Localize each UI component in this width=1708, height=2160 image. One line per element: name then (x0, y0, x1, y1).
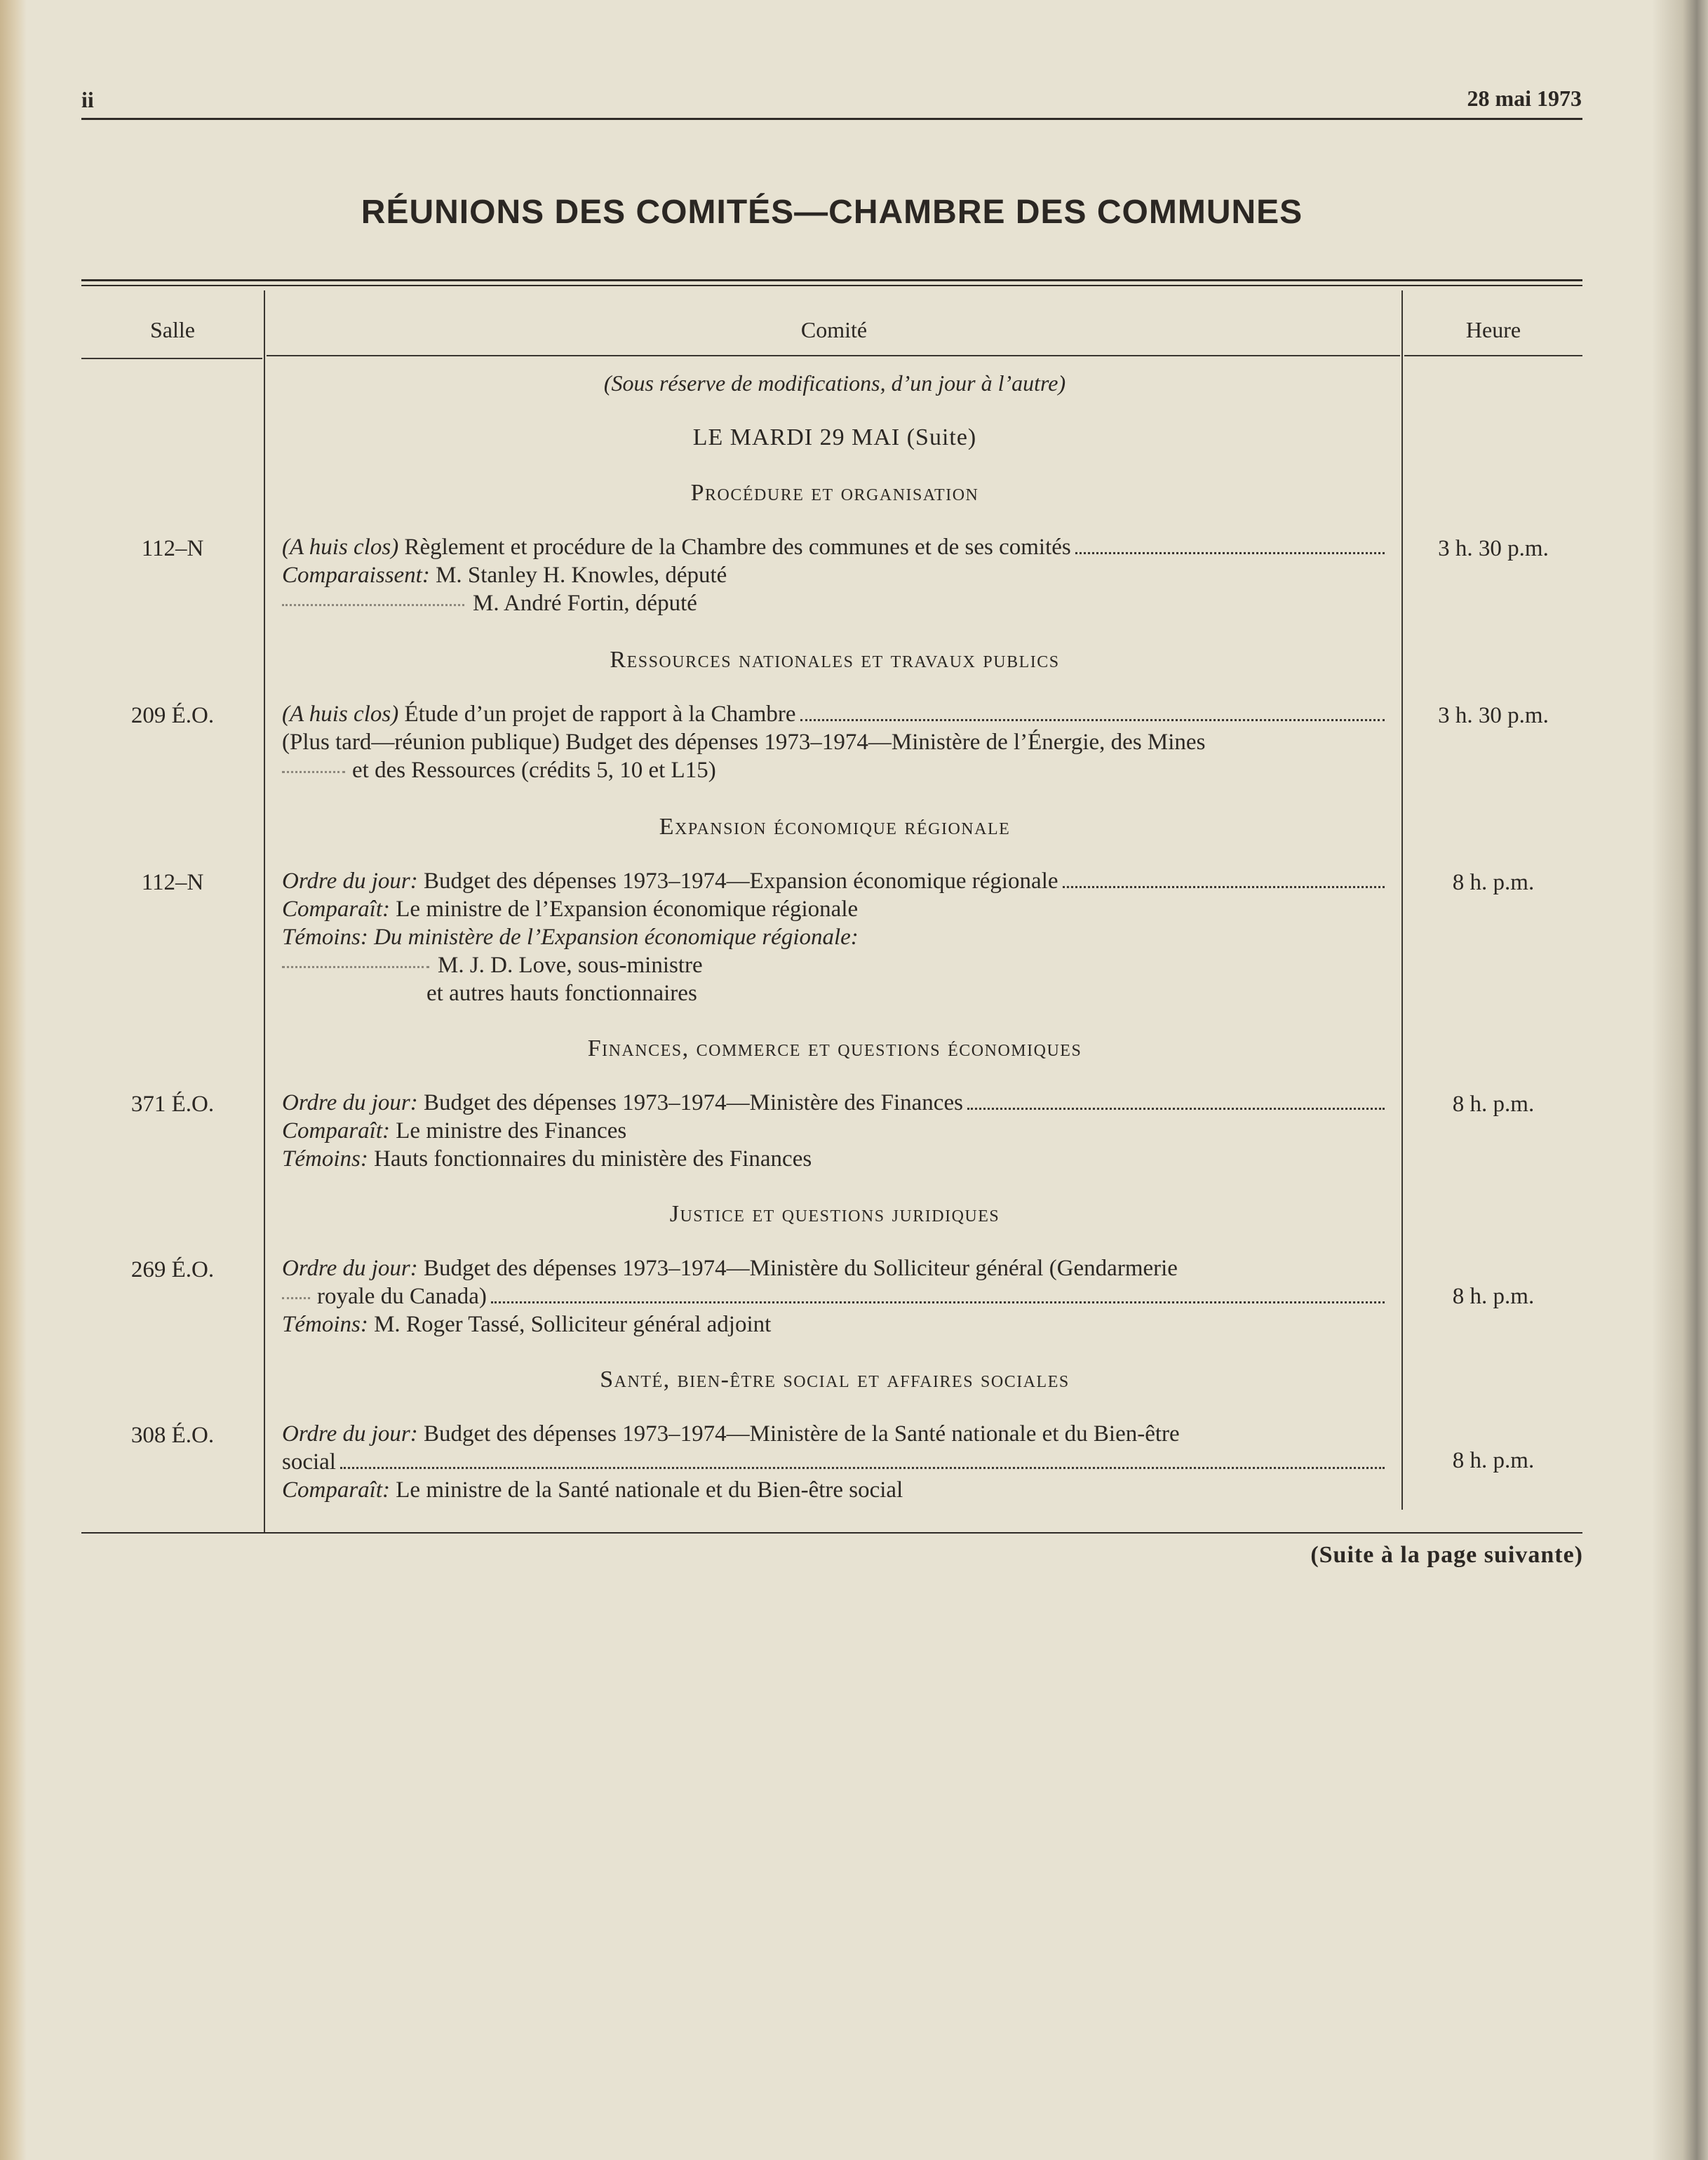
witness-line (282, 953, 1387, 979)
minister-line (282, 1118, 1387, 1144)
dot-leader (282, 604, 464, 606)
room-number: 371 É.O. (130, 1092, 215, 1117)
dot-leader (282, 771, 345, 773)
minister-label: Comparaît: (282, 1477, 391, 1503)
page-number: ii (81, 87, 94, 112)
section-heading: Santé, bien-être social et affaires sociales (600, 1367, 1070, 1393)
meeting-time: 8 h. p.m. (1452, 1448, 1535, 1473)
agenda-text: Budget des dépenses 1973–1974—Expansion économique régionale (417, 868, 1058, 894)
minister-text: Le ministre de l’Expansion économique régionale (390, 897, 859, 922)
witness-text: M. André Fortin, député (473, 591, 697, 616)
agenda-line (282, 1449, 1387, 1475)
room-number: 269 É.O. (130, 1257, 215, 1282)
agenda-line (282, 1284, 1387, 1310)
witness-line (282, 591, 1387, 617)
agenda-text: Budget des dépenses 1973–1974—Ministère de la Santé nationale et du Bien-être (417, 1421, 1180, 1447)
witness-text: M. J. D. Love, sous-ministre (438, 953, 703, 978)
dot-leader (967, 1108, 1385, 1110)
witness-label: Témoins: (282, 1146, 368, 1172)
witness-line (282, 563, 1387, 589)
dot-leader (800, 719, 1385, 721)
dot-leader (340, 1467, 1385, 1469)
witness-line: et autres hauts fonctionnaires (426, 981, 697, 1006)
agenda-qualifier: (A huis clos) (282, 702, 399, 727)
agenda-text: et des Ressources (crédits 5, 10 et L15) (352, 758, 716, 783)
page-date: 28 mai 1973 (1467, 86, 1582, 111)
agenda-label: Ordre du jour: (282, 1090, 418, 1115)
witness-label: Témoins: (282, 925, 368, 950)
meeting-time: 3 h. 30 p.m. (1438, 703, 1549, 728)
header-rule (81, 118, 1582, 120)
minister-text: Le ministre de la Santé nationale et du Bien-être social (390, 1477, 903, 1503)
agenda-text: Budget des dépenses 1973–1974—Ministère des Finances (417, 1090, 963, 1115)
witness-line (282, 1312, 1387, 1338)
header-underline-room (81, 358, 262, 359)
minister-label: Comparaît: (282, 897, 391, 922)
header-underline-time (1404, 355, 1582, 356)
table-top-rule (81, 279, 1582, 281)
minister-text: Le ministre des Finances (390, 1118, 627, 1143)
agenda-line (282, 1256, 1387, 1282)
room-number: 209 É.O. (130, 703, 215, 728)
section-heading: Justice et questions juridiques (669, 1201, 1000, 1227)
column-divider-time (1401, 290, 1403, 1510)
agenda-label: Ordre du jour: (282, 868, 418, 894)
dot-leader (1075, 552, 1385, 554)
agenda-qualifier: (A huis clos) (282, 535, 399, 560)
section-heading: Finances, commerce et questions économiques (587, 1035, 1082, 1061)
witness-line (282, 925, 1387, 951)
column-header-room: Salle (150, 317, 195, 342)
room-number: 112–N (141, 536, 204, 561)
agenda-line: (Plus tard—réunion publique) Budget des dépenses 1973–1974—Ministère de l’Énergie, des Mines (282, 730, 1206, 755)
agenda-label: Ordre du jour: (282, 1256, 418, 1281)
witness-text: Hauts fonctionnaires du ministère des Finances (368, 1146, 812, 1172)
agenda-text: Budget des dépenses 1973–1974—Ministère du Solliciteur général (Gendarmerie (417, 1256, 1178, 1281)
table-bottom-rule (81, 1532, 1582, 1534)
dot-leader (282, 966, 429, 968)
agenda-line (282, 868, 1387, 894)
witness-label: Témoins: (282, 1312, 368, 1337)
column-divider-room (264, 290, 265, 1532)
agenda-label: Ordre du jour: (282, 1421, 418, 1447)
meeting-time: 3 h. 30 p.m. (1438, 536, 1549, 561)
section-heading: Ressources nationales et travaux publics (610, 647, 1060, 673)
witness-department: Du ministère de l’Expansion économique régionale: (368, 925, 859, 950)
witness-text: M. Stanley H. Knowles, député (429, 563, 727, 588)
meeting-time: 8 h. p.m. (1452, 1092, 1535, 1117)
agenda-text: social (282, 1449, 336, 1475)
meeting-time: 8 h. p.m. (1452, 1284, 1535, 1309)
agenda-line (282, 702, 1387, 727)
meeting-time: 8 h. p.m. (1452, 870, 1535, 895)
minister-label: Comparaît: (282, 1118, 391, 1143)
agenda-text: Règlement et procédure de la Chambre des communes et de ses comités (398, 535, 1071, 560)
agenda-line (282, 758, 1387, 784)
continuation-note: (Suite à la page suivante) (1310, 1542, 1583, 1568)
minister-line (282, 897, 1387, 923)
agenda-line (282, 1421, 1387, 1447)
page-title: RÉUNIONS DES COMITÉS—CHAMBRE DES COMMUNES (361, 194, 1303, 231)
room-number: 112–N (141, 870, 204, 895)
schedule-note: (Sous réserve de modifications, d’un jour à l’autre) (603, 370, 1066, 396)
agenda-text: royale du Canada) (317, 1284, 487, 1309)
dot-leader (491, 1301, 1385, 1303)
agenda-line (282, 535, 1387, 561)
room-number: 308 É.O. (130, 1423, 215, 1448)
agenda-text: Étude d’un projet de rapport à la Chambre (398, 702, 796, 727)
dot-leader (1063, 886, 1385, 888)
section-heading: Expansion économique régionale (659, 814, 1011, 840)
witness-text: M. Roger Tassé, Solliciteur général adjoint (368, 1312, 772, 1337)
dot-leader (282, 1297, 310, 1299)
table-top-rule-inner (81, 285, 1582, 286)
agenda-line (282, 1090, 1387, 1116)
minister-line (282, 1477, 1387, 1503)
witness-line (282, 1146, 1387, 1172)
witness-label: Comparaissent: (282, 563, 430, 588)
column-header-time: Heure (1465, 317, 1521, 342)
header-underline-committee (267, 355, 1400, 356)
day-heading: LE MARDI 29 MAI (Suite) (692, 424, 977, 450)
column-header-committee: Comité (800, 317, 868, 342)
section-heading: Procédure et organisation (690, 480, 979, 506)
